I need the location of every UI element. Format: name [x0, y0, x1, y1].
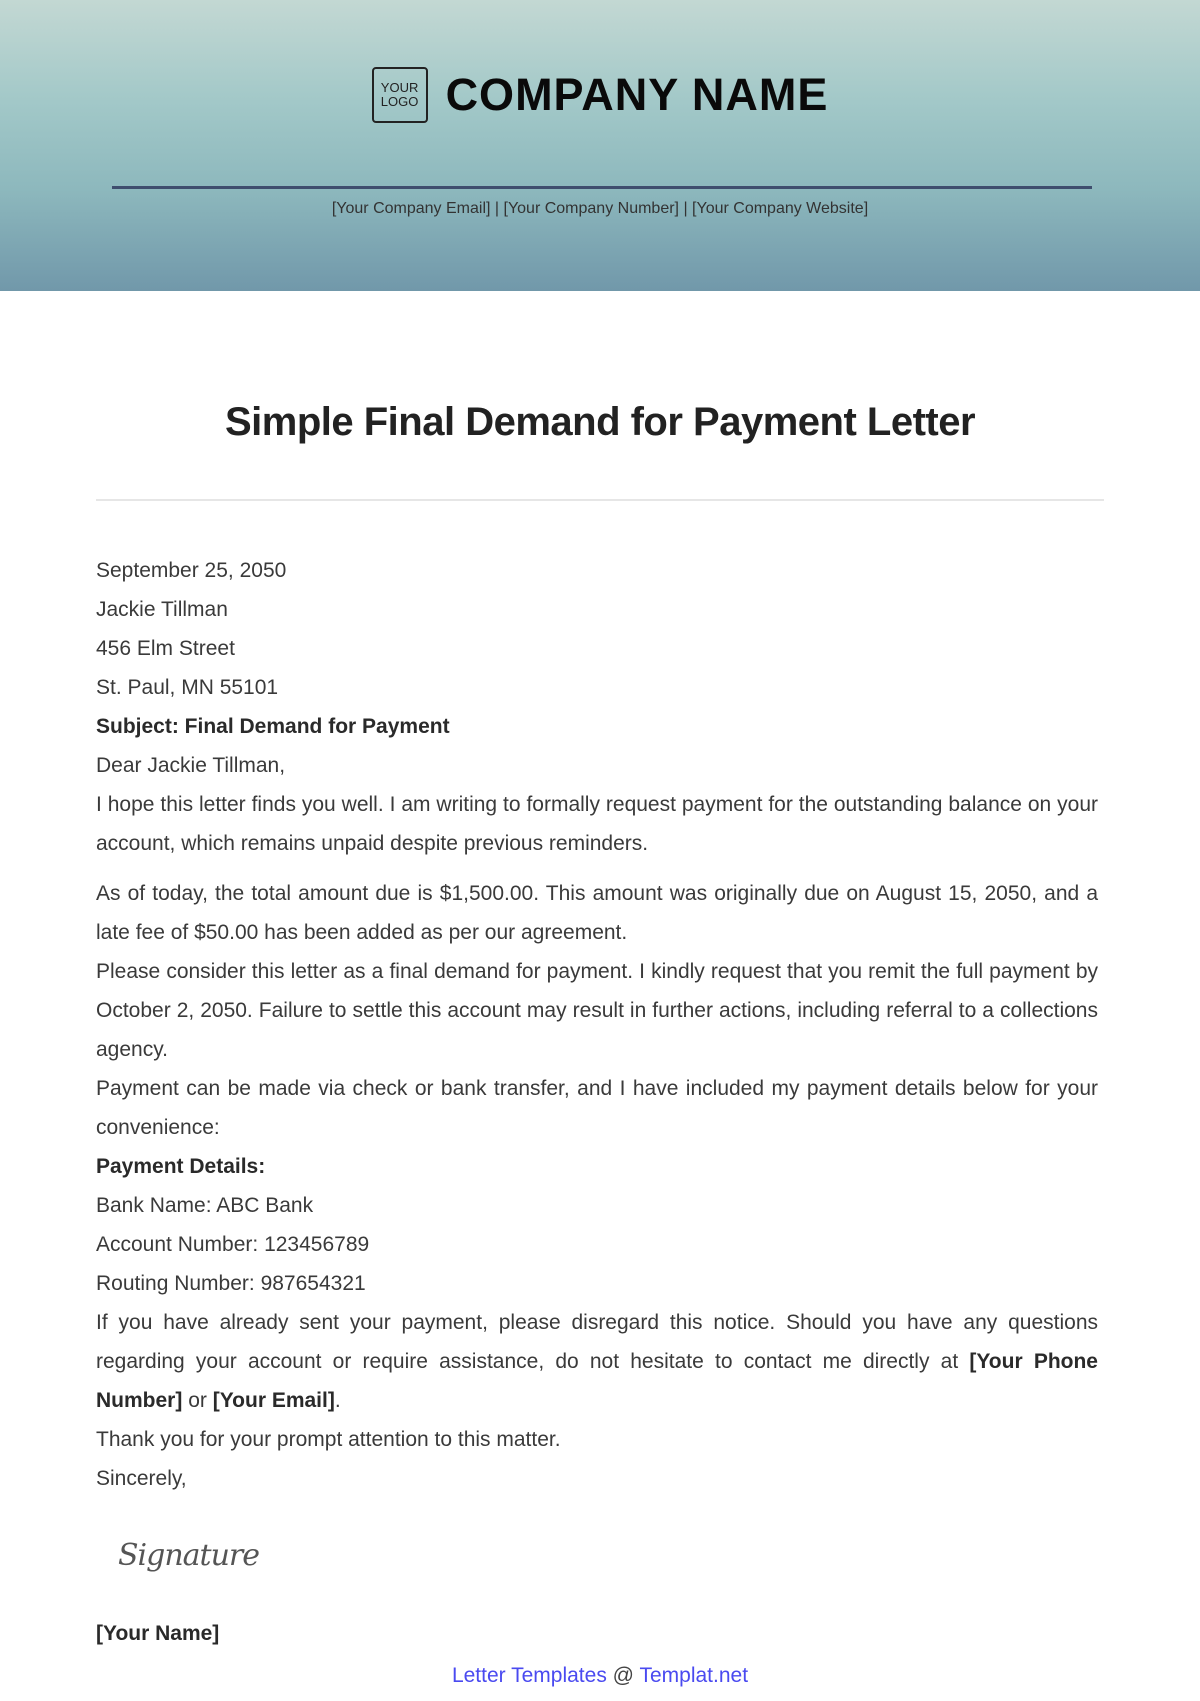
bank-name: Bank Name: ABC Bank [96, 1194, 314, 1217]
letterhead [0, 0, 1200, 291]
company-contact: [Your Company Email] | [Your Company Number] | [Your Company Website] [331, 200, 869, 217]
paragraph-5 [96, 1303, 1098, 1420]
document-title: Simple Final Demand for Payment Letter [224, 400, 976, 444]
date: September 25, 2050 [96, 559, 287, 582]
or-text: or [188, 1389, 207, 1412]
logo-text-2: LOGO [380, 94, 419, 109]
templat-link[interactable]: Templat.net [639, 1664, 749, 1687]
at-sign: @ [612, 1664, 634, 1687]
paragraph-5-text: If you have already sent your payment, please disregard this notice. Should you have any questions regarding your account or require assistance, do not hesitate to contact me directly at [96, 1311, 1098, 1373]
paragraph-3: Please consider this letter as a final demand for payment. I kindly request that you remit the full payment by October 2, 2050. Failure to settle this account may result in further actions, including referral to a collections agency. [96, 960, 1098, 1061]
company-name: COMPANY NAME [445, 69, 829, 120]
title-divider [96, 499, 1104, 501]
sender-name: [Your Name] [96, 1622, 220, 1645]
letter-templates-link[interactable]: Letter Templates [451, 1664, 607, 1687]
recipient-name: Jackie Tillman [96, 598, 228, 621]
paragraph-4: Payment can be made via check or bank transfer, and I have included my payment details below for your convenience: [96, 1077, 1098, 1139]
letter-body [96, 551, 1098, 1498]
recipient-street: 456 Elm Street [96, 637, 235, 660]
account-number: Account Number: 123456789 [96, 1233, 370, 1256]
header-rule [112, 186, 1092, 189]
paragraph-1: I hope this letter finds you well. I am writing to formally request payment for the outstanding balance on your account, which remains unpaid despite previous reminders. [96, 793, 1098, 855]
salutation: Dear Jackie Tillman, [96, 754, 286, 777]
phone-placeholder: [Your Phone Number] [96, 1350, 1098, 1412]
footer [0, 1664, 1200, 1688]
routing-number: Routing Number: 987654321 [96, 1272, 366, 1295]
brand [0, 67, 1200, 123]
recipient-city: St. Paul, MN 55101 [96, 676, 279, 699]
signature: Signature [118, 1538, 260, 1573]
email-placeholder: [Your Email] [212, 1389, 335, 1412]
logo [372, 67, 428, 123]
subject: Subject: Final Demand for Payment [96, 715, 450, 738]
logo-text-1: YOUR [380, 80, 419, 95]
paragraph-2: As of today, the total amount due is $1,500.00. This amount was originally due on August 15, 2050, and a late fee of $50.00 has been added as per our agreement. [96, 882, 1098, 944]
closing: Sincerely, [96, 1467, 187, 1490]
period: . [334, 1389, 341, 1412]
payment-heading: Payment Details: [96, 1155, 266, 1178]
thanks: Thank you for your prompt attention to this matter. [96, 1428, 561, 1451]
